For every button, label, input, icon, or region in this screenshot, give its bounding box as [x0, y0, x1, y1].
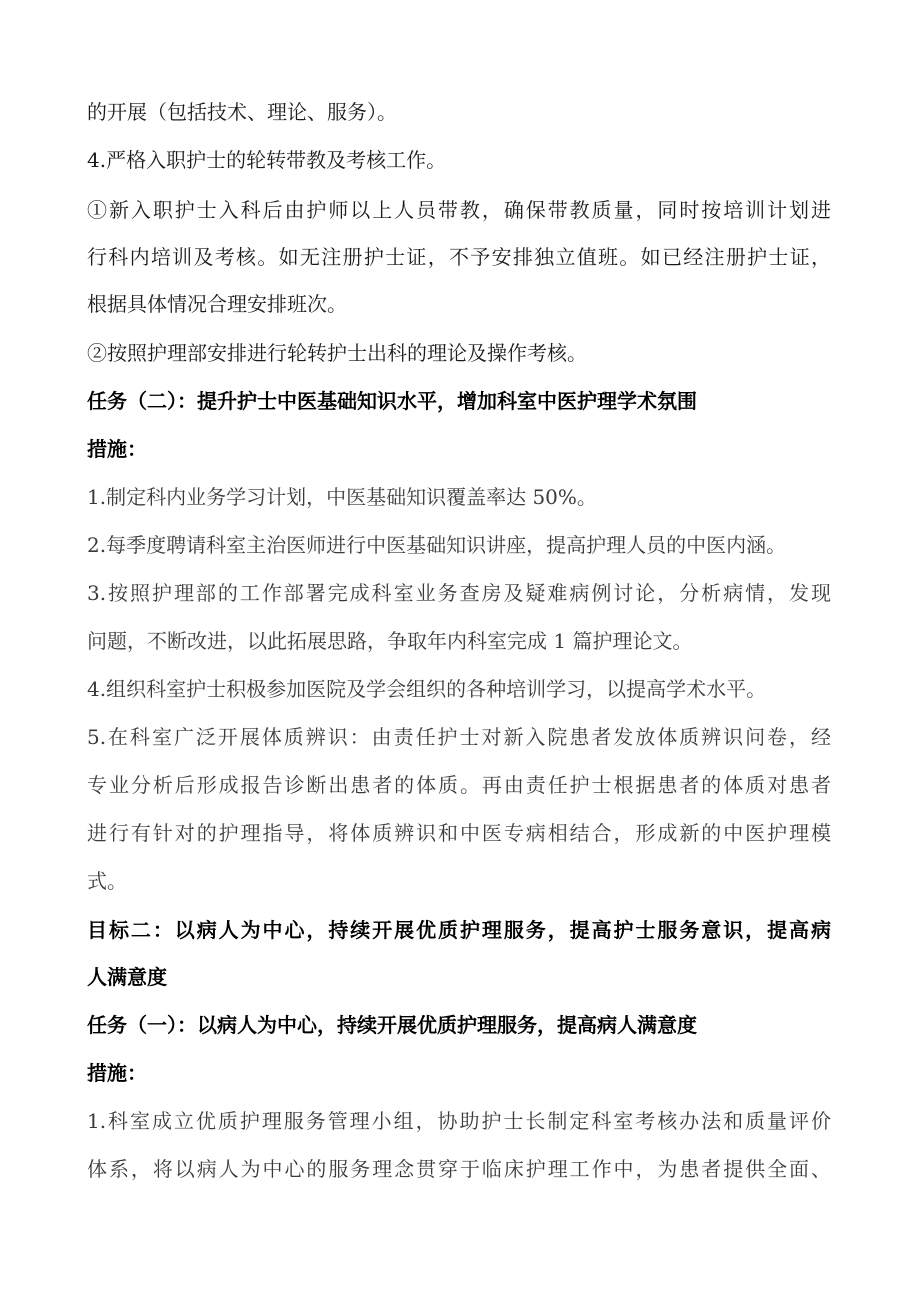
goal-heading: 人满意度 — [87, 965, 167, 989]
goal-heading: 目标二：以病人为中心，持续开展优质护理服务，提高护士服务意识，提高病 — [87, 918, 831, 942]
section-heading: 任务（二）：提升护士中医基础知识水平，增加科室中医护理学术氛围 — [87, 389, 697, 413]
list-item: 3.按照护理部的工作部署完成科室业务查房及疑难病例讨论，分析病情，发现 — [87, 581, 831, 605]
list-item: 1.科室成立优质护理服务管理小组，协助护士长制定科室考核办法和质量评价 — [87, 1109, 831, 1133]
list-item: 4.严格入职护士的轮转带教及考核工作。 — [87, 148, 447, 172]
paragraph-line: 式。 — [87, 869, 127, 893]
paragraph-line: ②按照护理部安排进行轮转护士出科的理论及操作考核。 — [87, 341, 587, 365]
paragraph-line: 进行有针对的护理指导，将体质辨识和中医专病相结合，形成新的中医护理模 — [87, 821, 831, 845]
measures-heading: 措施： — [87, 437, 147, 461]
paragraph-line: 行科内培训及考核。如无注册护士证，不予安排独立值班。如已经注册护士证， — [87, 245, 831, 269]
paragraph-line: 问题，不断改进，以此拓展思路，争取年内科室完成 1 篇护理论文。 — [87, 629, 693, 653]
paragraph-line: 体系，将以病人为中心的服务理念贯穿于临床护理工作中，为患者提供全面、 — [87, 1157, 831, 1181]
section-heading: 任务（一）：以病人为中心，持续开展优质护理服务，提高病人满意度 — [87, 1013, 697, 1037]
list-item: 1.制定科内业务学习计划，中医基础知识覆盖率达 50%。 — [87, 485, 597, 509]
list-item: 2.每季度聘请科室主治医师进行中医基础知识讲座，提高护理人员的中医内涵。 — [87, 533, 787, 557]
paragraph-line: 专业分析后形成报告诊断出患者的体质。再由责任护士根据患者的体质对患者 — [87, 773, 831, 797]
list-item: 5.在科室广泛开展体质辨识：由责任护士对新入院患者发放体质辨识问卷，经 — [87, 725, 831, 749]
paragraph-line: ①新入职护士入科后由护师以上人员带教，确保带教质量，同时按培训计划进 — [87, 198, 831, 222]
paragraph-line: 的开展（包括技术、理论、服务）。 — [87, 100, 397, 124]
paragraph-line: 根据具体情况合理安排班次。 — [87, 292, 347, 316]
list-item: 4.组织科室护士积极参加医院及学会组织的各种培训学习，以提高学术水平。 — [87, 677, 767, 701]
measures-heading: 措施： — [87, 1061, 147, 1085]
